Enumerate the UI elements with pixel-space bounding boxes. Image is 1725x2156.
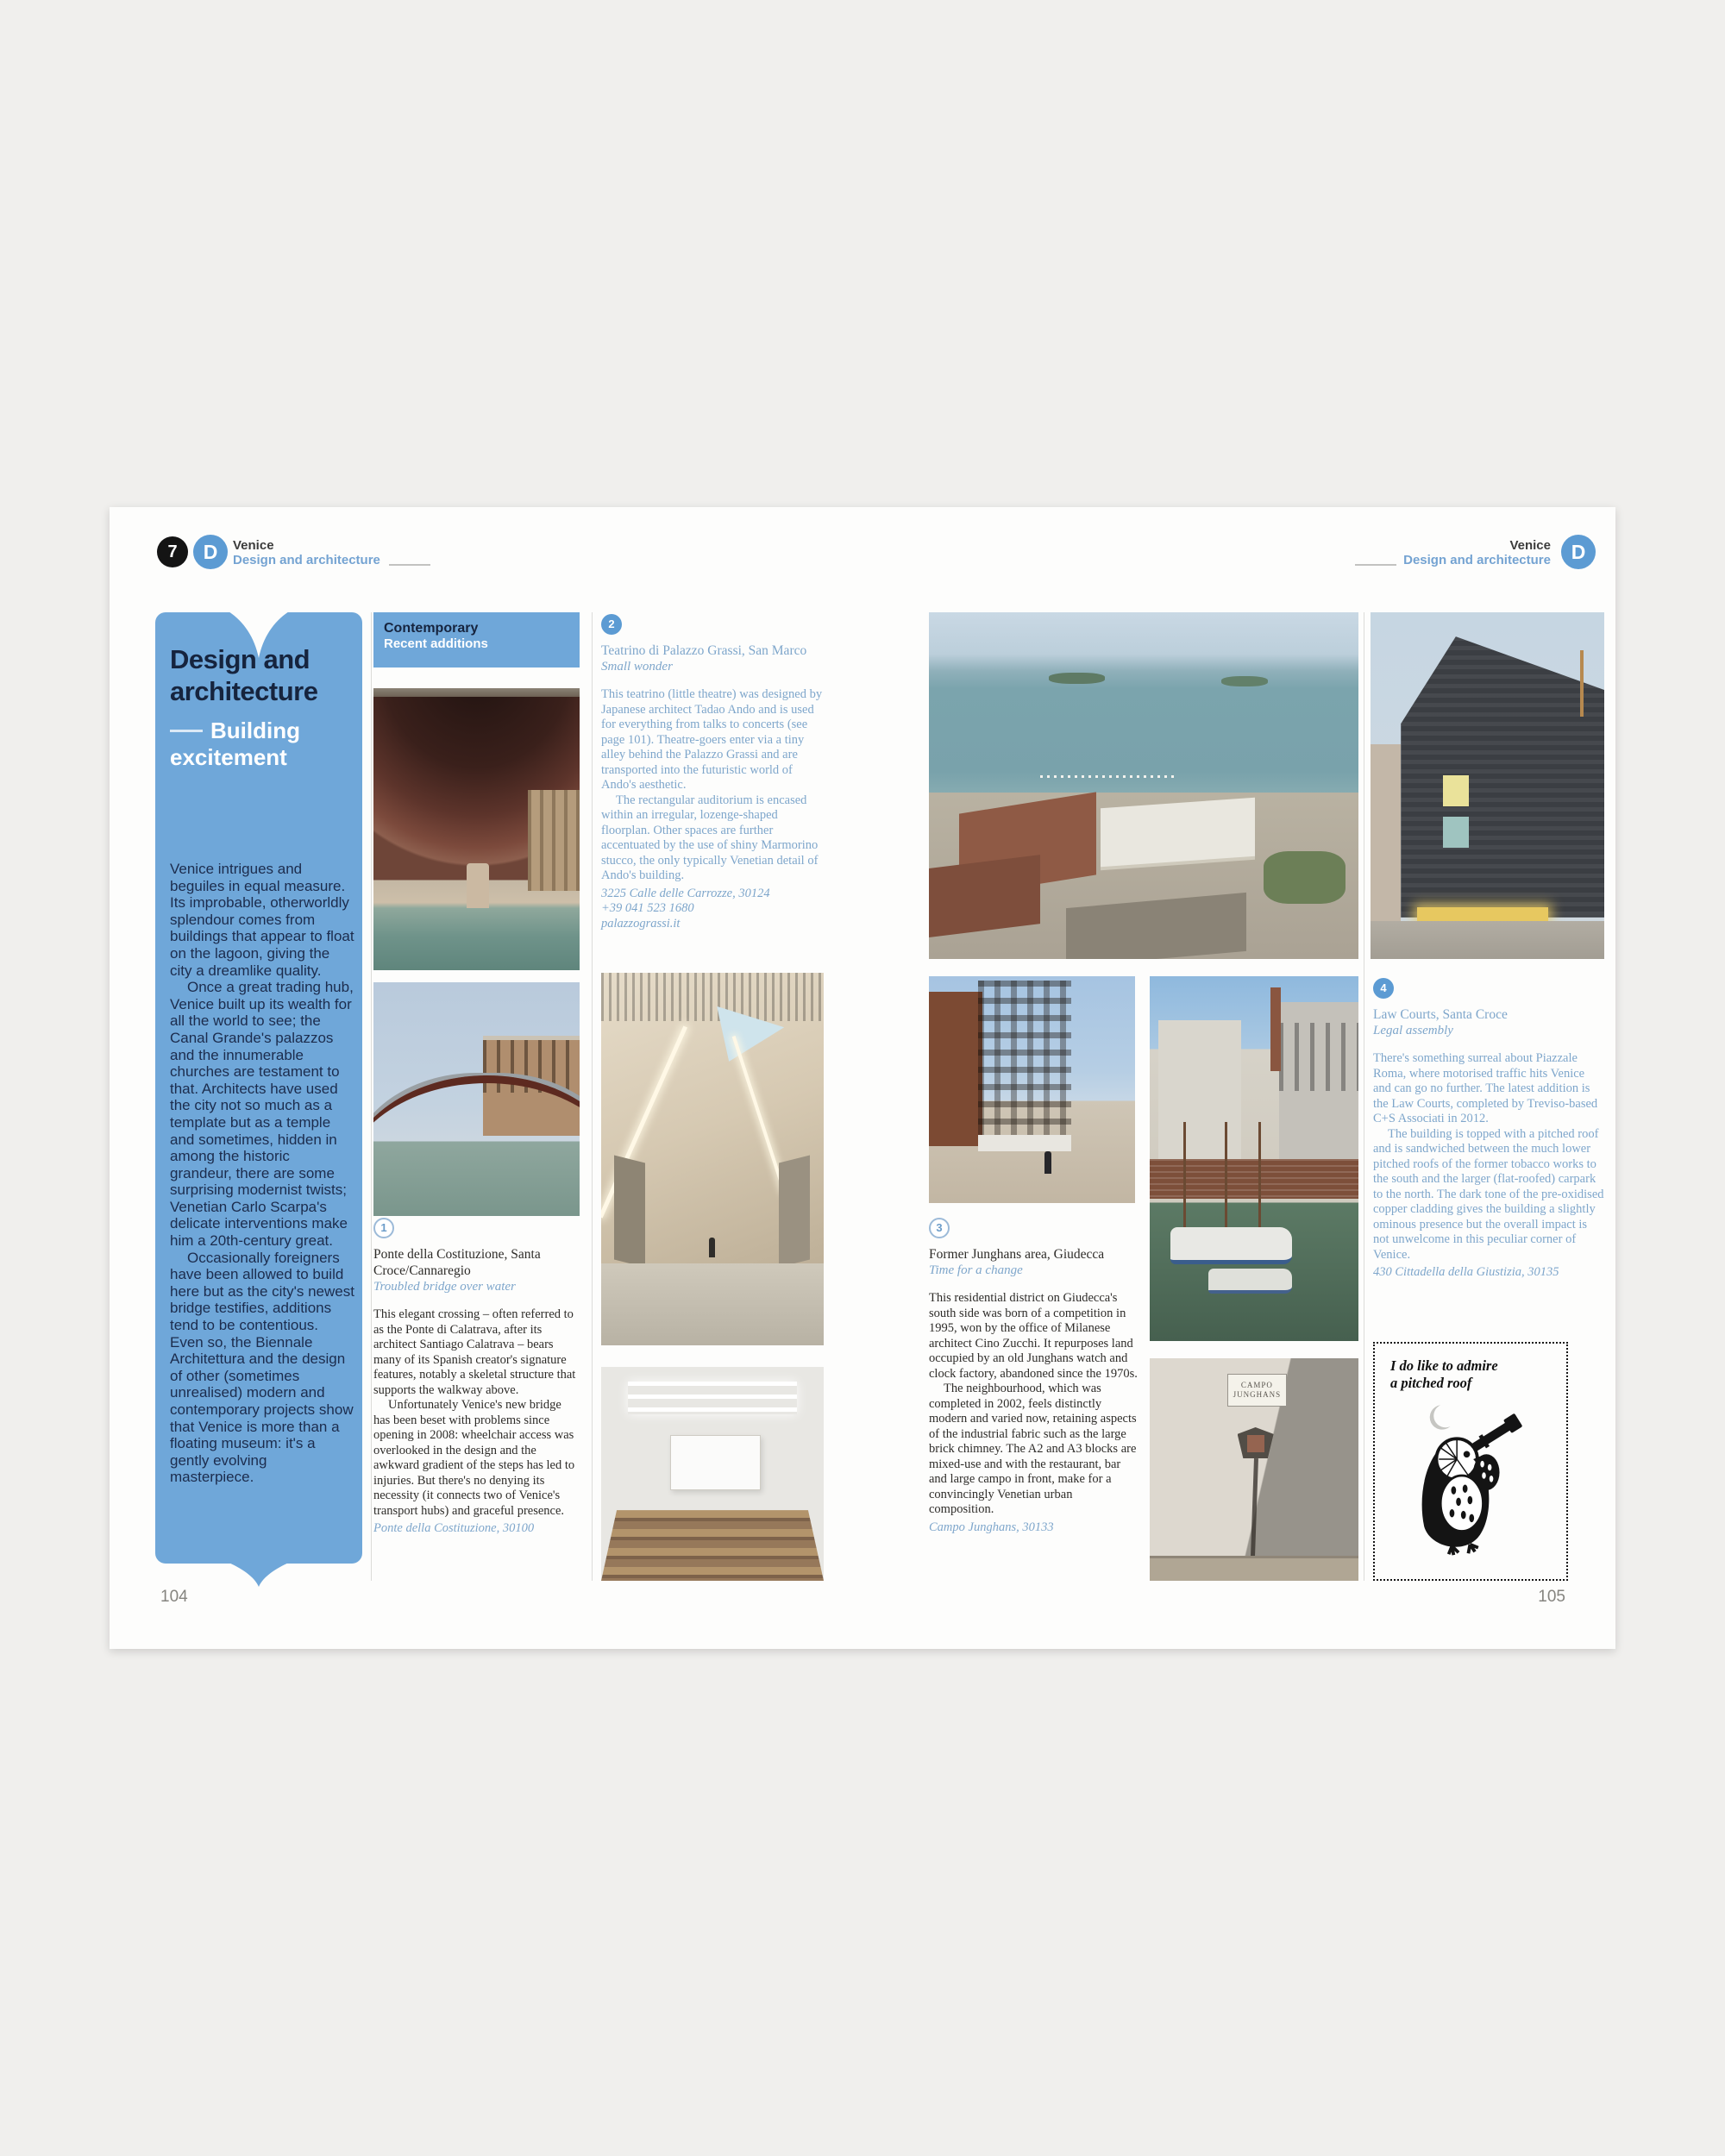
entry-teatrino: [601, 614, 826, 931]
photo-street: [1066, 893, 1246, 959]
entry-tagline: Troubled bridge over water: [373, 1280, 516, 1294]
book-spread: [110, 507, 1615, 1649]
owl-telescope-illustration: [1394, 1394, 1558, 1557]
entry-address: Ponte della Costituzione, 30100: [373, 1521, 535, 1535]
design-category-icon-right: D: [1561, 535, 1596, 569]
sidebar-paragraph: Venice intrigues and beguiles in equal measure. Its improbable, otherworldly splendour comes from buildings that appear to float on the lagoon, giving the city a dreamlike quality.: [170, 861, 354, 979]
entry-number-badge: 3: [929, 1218, 950, 1238]
photo-screen: [670, 1435, 761, 1490]
photo-island: [1049, 673, 1105, 684]
photo-bridge-arc: [373, 1075, 580, 1187]
photo-red-roofs: [929, 855, 1040, 937]
photo-marina-boats: [1040, 775, 1177, 778]
entry-paragraph: The rectangular auditorium is encased within an irregular, lozenge-shaped floorplan. Other spaces are further accentuated by the use of shiny Marmorino stucco, the only typically Venetian detail of Ando's building.: [601, 793, 819, 882]
photo-greenery: [1264, 851, 1346, 903]
entry-junghans: [929, 1218, 1140, 1535]
page-number-left: 104: [160, 1588, 188, 1606]
header-right: [1292, 538, 1551, 567]
photo-brick-wall: [1150, 1159, 1358, 1200]
entry-title: Law Courts, Santa Croce: [1373, 1007, 1508, 1022]
entry-address: Campo Junghans, 30133: [929, 1520, 1054, 1534]
photo-ground: [1371, 921, 1604, 959]
photo-canal-boats: [1150, 976, 1358, 1341]
entry-ponte-costituzione: [373, 1218, 580, 1537]
photo-building-detail: [1279, 1002, 1358, 1174]
photo-white-buildings: [1101, 798, 1255, 868]
photo-stair-detail: [779, 1156, 810, 1268]
sidebar-title-line2: architecture: [170, 676, 318, 706]
photo-canopy: [978, 1135, 1071, 1150]
entry-phone: +39 041 523 1680: [601, 901, 694, 915]
sidebar-paragraph: Once a great trading hub, Venice built up its wealth for all the world to see; the Canal Grande's palazzos and the innumerable churches are testament to that. Architects have used the city not so much as a template but as a temple and sometimes, hidden in among the historic grandeur, there are some surprising modernist twists; Venetian Carlo Scarpa's delicate interventions make him a 20th-century great.: [170, 979, 354, 1250]
photo-base-glow: [1417, 907, 1548, 921]
entry-number-badge: 1: [373, 1218, 394, 1238]
photo-brick-tower: [929, 992, 982, 1146]
entry-title: Ponte della Costituzione, Santa Croce/Cannaregio: [373, 1247, 541, 1278]
photo-campo-junghans-sign: [1150, 1358, 1358, 1581]
sign-line1: CAMPO: [1240, 1381, 1273, 1390]
owl-quote-line1: I do like to admire: [1390, 1357, 1498, 1374]
entry-tagline: Small wonder: [601, 660, 673, 674]
entry-tagline: Time for a change: [929, 1263, 1023, 1277]
photo-person-silhouette: [1044, 1151, 1051, 1174]
entry-paragraph: Unfortunately Venice's new bridge has been beset with problems since opening in 2008: wheelchair access was overlooked in the design and the awkward gradient of the steps has led to injuries. But there's no denying its necessity (it connects two of Venice's transport hubs) and graceful presence.: [373, 1398, 575, 1518]
photo-lamp-shadow-glass: [1247, 1435, 1264, 1452]
chapter-number-badge: 7: [157, 536, 188, 567]
entry-title: Former Junghans area, Giudecca: [929, 1247, 1105, 1262]
design-category-icon: D: [193, 535, 228, 569]
essay-sidebar: [155, 612, 362, 1564]
photo-giudecca-aerial: [929, 612, 1358, 959]
photo-lamp-shadow-stem: [1251, 1458, 1258, 1557]
photo-island: [1221, 676, 1269, 686]
photo-bridge-underside: [373, 688, 580, 970]
photo-light-strips: [628, 1382, 797, 1413]
entry-number-badge: 2: [601, 614, 622, 635]
owl-quote-line2: a pitched roof: [1390, 1375, 1472, 1391]
subtitle-dash: [170, 730, 203, 732]
entry-paragraph: The neighbourhood, which was completed in 2002, feels distinctly modern and varied now, retaining aspects of the industrial fabric such as the large brick chimney. The A2 and A3 blocks are mixed-use and with the restaurant, bar and large campo in front, make for a convincingly Venetian urban composition.: [929, 1382, 1137, 1516]
photo-brick-chimney: [1270, 987, 1281, 1071]
photo-teatrino-auditorium: [601, 1367, 824, 1581]
entry-tagline: Legal assembly: [1373, 1024, 1453, 1037]
photo-boat: [1170, 1227, 1291, 1264]
photo-pier-detail: [467, 863, 489, 908]
owl-quote-box: [1373, 1342, 1568, 1581]
entry-address: 3225 Calle delle Carrozze, 30124: [601, 886, 770, 900]
campo-junghans-sign: [1227, 1374, 1288, 1407]
header-section: Design and architecture: [233, 553, 380, 567]
photo-floor-detail: [601, 1263, 824, 1345]
sidebar-bottom-tail: [229, 1563, 289, 1587]
sidebar-subtitle-line1: Building: [210, 718, 300, 743]
photo-lit-window: [1443, 817, 1469, 848]
section-label: Contemporary: [384, 621, 479, 636]
photo-brick-tower: [978, 981, 1071, 1144]
sidebar-title: [170, 643, 353, 707]
entry-paragraph: This teatrino (little theatre) was designed by Japanese architect Tadao Ando and is used for everything from talks to concerts (see page 101). Theatre-goers enter via a tiny alley behind the Palazzo Grassi and are transported into the futuristic world of Ando's aesthetic.: [601, 687, 823, 792]
photo-boat: [1208, 1269, 1292, 1294]
sidebar-subtitle-line2: excitement: [170, 744, 287, 770]
entry-paragraph: This elegant crossing – often referred to as the Ponte di Calatrava, after its architect Santiago Calatrava – bears many of its Spanish creator's signature features, notably a skeletal structure that supports the walkway above.: [373, 1307, 576, 1397]
sidebar-paragraph: Occasionally foreigners have been allowed to build here but as the city's newest bridge testifies, additions tend to be contentious. Even so, the Biennale Architettura and the design of other (sometimes unrealised) modern and contemporary projects show that Venice is more than a floating museum: it's a gently evolving masterpiece.: [170, 1249, 354, 1486]
photo-lit-window: [1443, 775, 1469, 806]
photo-junghans-blocks: [929, 976, 1135, 1203]
photo-law-courts: [1371, 612, 1604, 959]
entry-paragraph: This residential district on Giudecca's south side was born of a competition in 1995, won by the office of Milanese architect Cino Zucchi. It repurposes land occupied by an old Junghans watch and clock factory, abandoned since the 1970s.: [929, 1291, 1138, 1381]
column-rule: [371, 612, 372, 1581]
photo-benches: [601, 1510, 824, 1581]
photo-ceiling-detail: [601, 973, 824, 1021]
photo-ground: [1150, 1556, 1358, 1581]
photo-light-slit: [731, 1036, 786, 1193]
page-number-right: 105: [1538, 1588, 1565, 1606]
photo-building-detail: [1158, 1020, 1242, 1166]
header-city-right: Venice: [1509, 538, 1551, 553]
entry-title: Teatrino di Palazzo Grassi, San Marco: [601, 643, 807, 658]
photo-building-detail: [1371, 744, 1401, 921]
photo-building-detail: [528, 790, 580, 892]
photo-dark-building: [1401, 636, 1604, 918]
header-city: Venice: [233, 538, 274, 553]
entry-paragraph: The building is topped with a pitched roof and is sandwiched between the much lower pitched roofs of the former tobacco works to the south and the larger (flat-roofed) carpark to the north. The dark tone of the pre-oxidised copper cladding gives the building a slightly ominous presence but the overall impact is not unwelcome in this peculiar corner of Venice.: [1373, 1126, 1604, 1262]
sidebar-title-line1: Design and: [170, 644, 310, 674]
header-section-right: Design and architecture: [1403, 553, 1551, 567]
section-sublabel: Recent additions: [384, 636, 488, 651]
photo-crane: [1580, 650, 1584, 716]
sidebar-subtitle: [170, 718, 351, 771]
entry-number-badge: 4: [1373, 978, 1394, 999]
section-label-box: [373, 612, 580, 667]
entry-website: palazzograssi.it: [601, 916, 681, 931]
sidebar-body: [170, 861, 354, 1486]
column-rule: [592, 612, 593, 1581]
sign-line2: JUNGHANS: [1233, 1390, 1282, 1400]
photo-teatrino-corridor: [601, 973, 824, 1345]
entry-address: 430 Cittadella della Giustizia, 30135: [1373, 1265, 1559, 1279]
header-dash: [389, 564, 430, 566]
photo-stair-detail: [614, 1156, 645, 1268]
entry-law-courts: [1373, 978, 1604, 1281]
entry-paragraph: There's something surreal about Piazzale Roma, where motorised traffic hits Venice and can go no further. The latest addition is the Law Courts, completed by Treviso-based C+S Associati in 2012.: [1373, 1051, 1598, 1125]
header-left: [233, 538, 380, 567]
photo-calatrava-bridge: [373, 982, 580, 1216]
owl-quote-text: [1390, 1357, 1551, 1392]
photo-person-silhouette: [709, 1238, 715, 1257]
